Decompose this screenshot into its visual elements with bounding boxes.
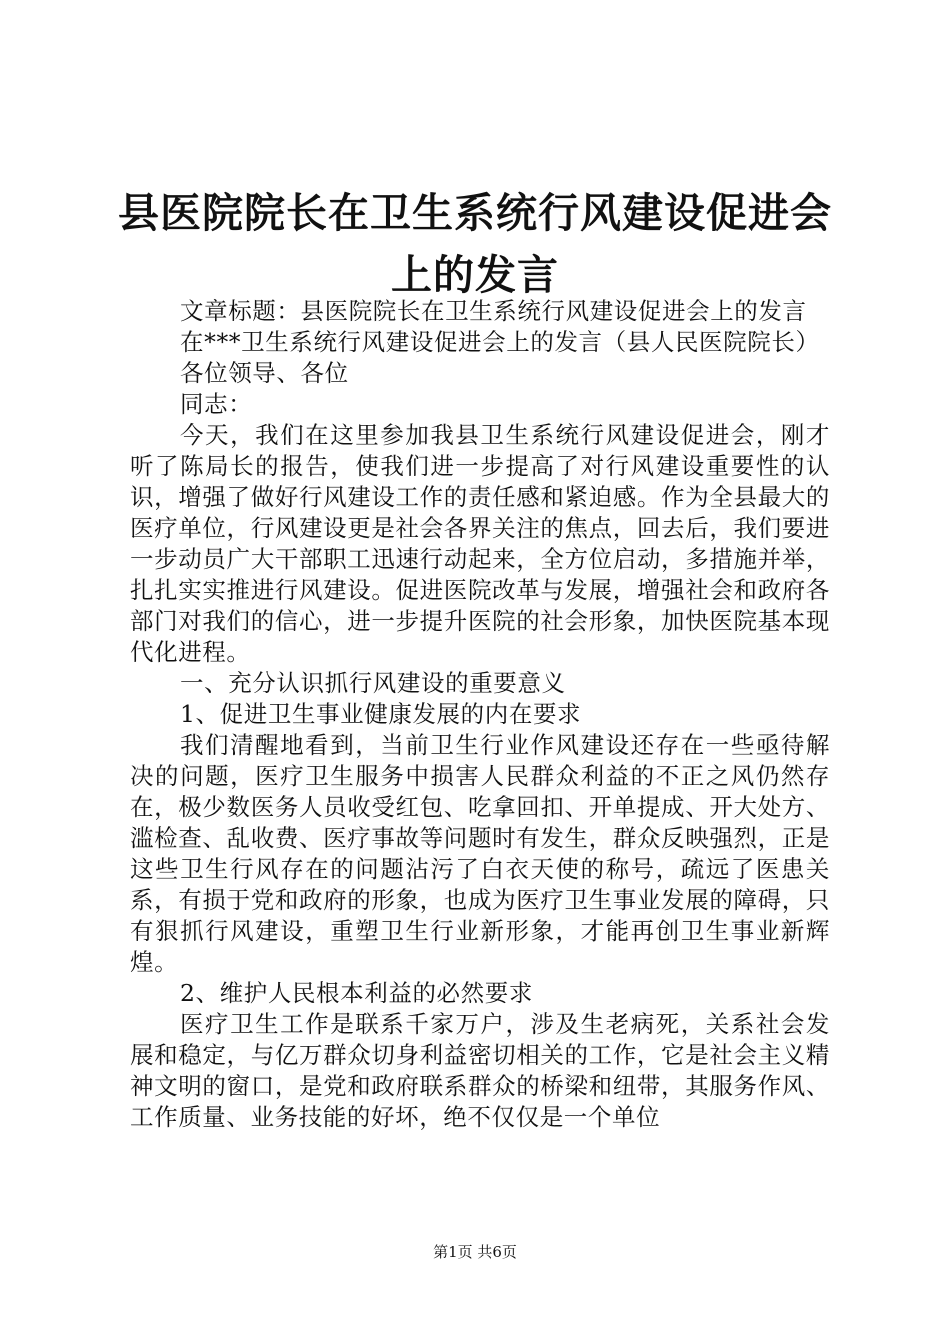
subsection-heading-2: 2、维护人民根本利益的必然要求 xyxy=(180,979,533,1007)
paragraph-salutation-2: 同志： xyxy=(180,390,253,418)
subsection-heading-1: 1、促进卫生事业健康发展的内在要求 xyxy=(180,700,582,728)
paragraph-article-title: 文章标题：县医院院长在卫生系统行风建设促进会上的发言 xyxy=(180,297,807,325)
paragraph-body-2: 医疗卫生工作是联系千家万户，涉及生老病死，关系社会发展和稳定，与亿万群众切身利益密切相关的工作，它是社会主义精神文明的窗口，是党和政府联系群众的桥梁和纽带，其服务作风、工作质量、业务技能的好坏，绝不仅仅是一个单位 xyxy=(130,1010,830,1131)
section-heading-1: 一、充分认识抓行风建设的重要意义 xyxy=(180,669,566,697)
paragraph-body-1: 我们清醒地看到，当前卫生行业作风建设还存在一些亟待解决的问题，医疗卫生服务中损害人民群众利益的不正之风仍然存在，极少数医务人员收受红包、吃拿回扣、开单提成、开大处方、滥检查、乱收费、医疗事故等问题时有发生，群众反映强烈，正是这些卫生行风存在的问题沾污了白衣天使的称号，疏远了医患关系，有损于党和政府的形象，也成为医疗卫生事业发展的障碍，只有狠抓行风建设，重塑卫生行业新形象，才能再创卫生事业新辉煌。 xyxy=(130,731,830,976)
paragraph-subtitle: 在***卫生系统行风建设促进会上的发言（县人民医院院长） xyxy=(180,328,820,356)
document-body xyxy=(130,296,830,1133)
paragraph-salutation-1: 各位领导、各位 xyxy=(180,359,349,387)
paragraph-intro: 今天，我们在这里参加我县卫生系统行风建设促进会，刚才听了陈局长的报告，使我们进一步提高了对行风建设重要性的认识，增强了做好行风建设工作的责任感和紧迫感。作为全县最大的医疗单位，行风建设更是社会各界关注的焦点，回去后，我们要进一步动员广大干部职工迅速行动起来，全方位启动，多措施并举，扎扎实实推进行风建设。促进医院改革与发展，增强社会和政府各部门对我们的信心，进一步提升医院的社会形象，加快医院基本现代化进程。 xyxy=(130,421,830,666)
document-title: 县医院院长在卫生系统行风建设促进会上的发言 xyxy=(118,189,832,299)
page-indicator: 第1页 共6页 xyxy=(433,1243,517,1261)
